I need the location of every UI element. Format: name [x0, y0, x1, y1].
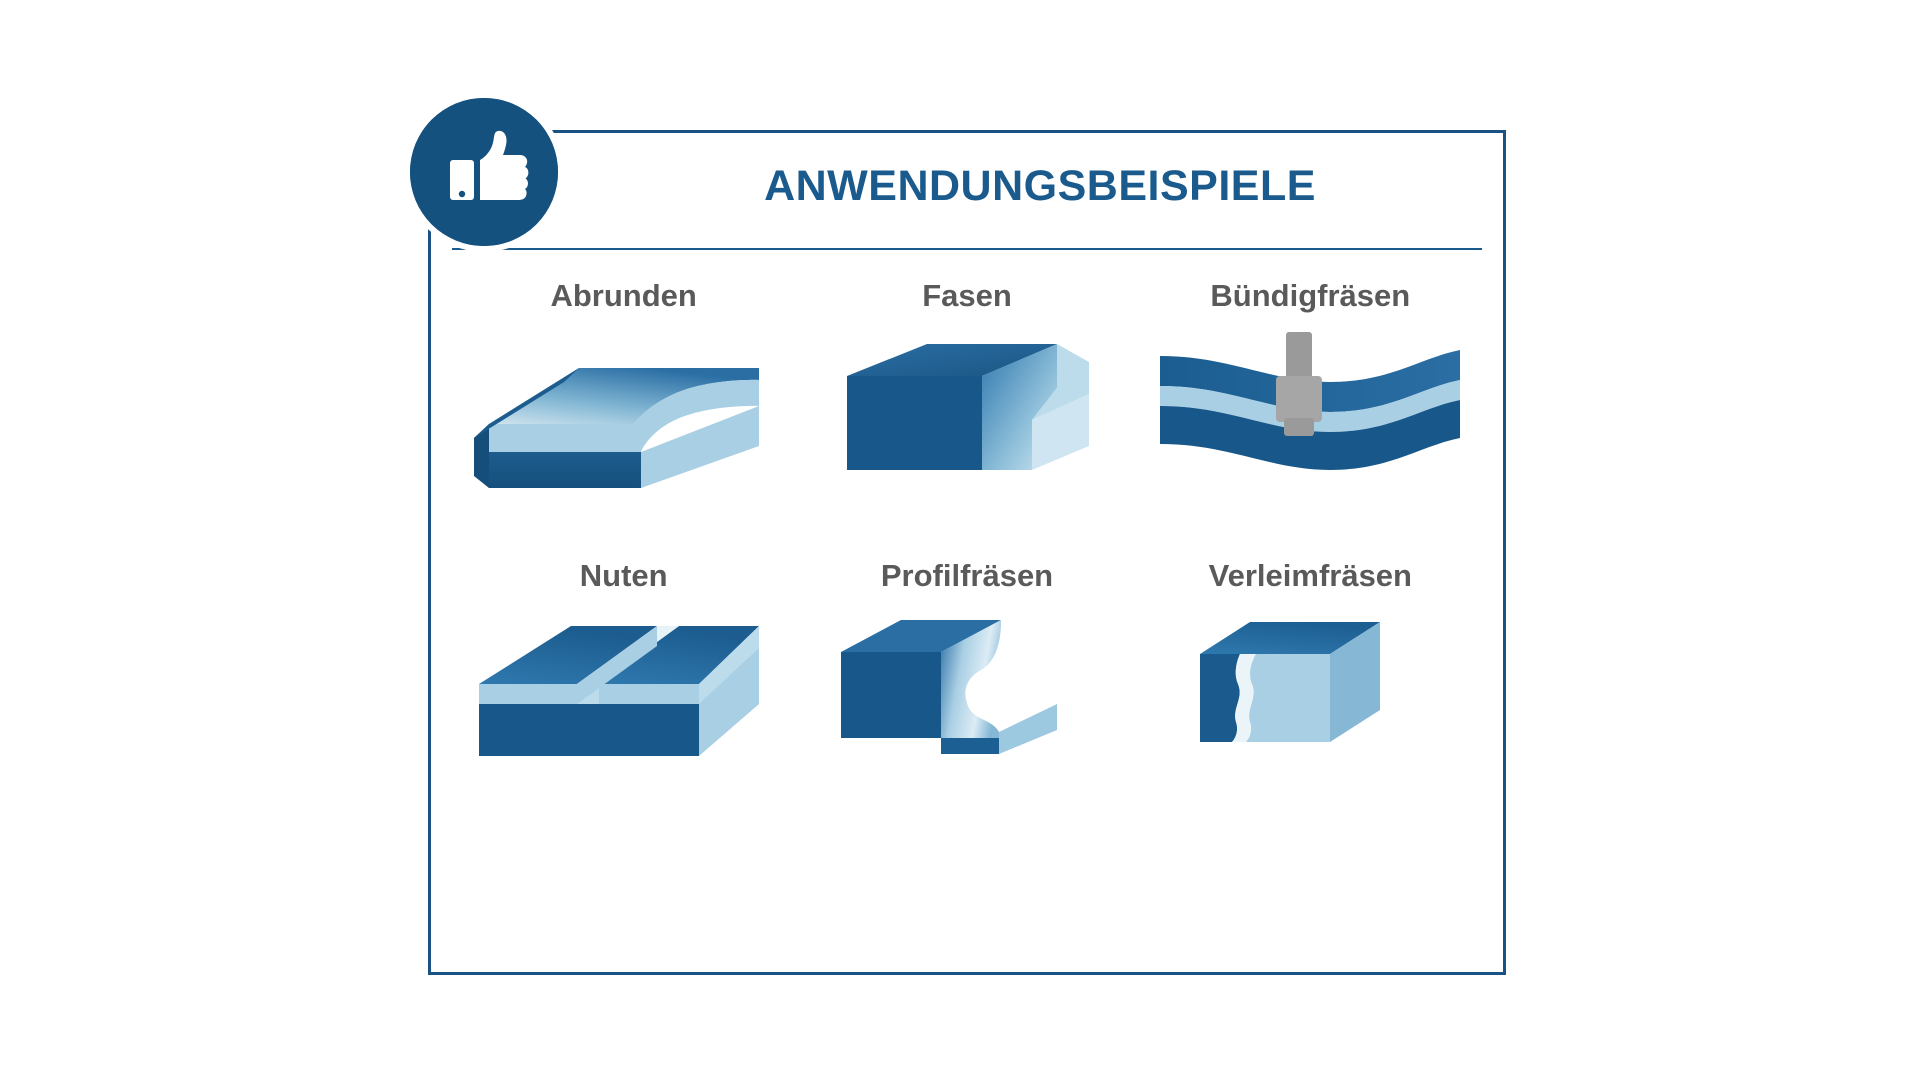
page-title: ANWENDUNGSBEISPIELE [764, 162, 1316, 210]
rounding-block-icon [459, 328, 789, 518]
examples-grid [452, 272, 1482, 832]
example-item [452, 552, 795, 832]
thumbs-up-icon [410, 98, 558, 246]
example-item [1139, 272, 1482, 552]
example-label: Bündigfräsen [1210, 278, 1411, 313]
example-item [1139, 552, 1482, 832]
example-label: Abrunden [550, 278, 697, 313]
profile-milling-icon [817, 608, 1117, 788]
chamfer-block-icon [817, 328, 1117, 518]
example-item [452, 272, 795, 552]
example-label: Profilfräsen [880, 558, 1054, 593]
title-divider [452, 248, 1482, 250]
example-label: Nuten [579, 558, 668, 593]
example-label: Fasen [922, 278, 1012, 313]
example-item [795, 272, 1138, 552]
flush-trim-icon [1150, 328, 1470, 518]
example-item [795, 552, 1138, 832]
glue-joint-icon [1180, 608, 1440, 788]
grooving-block-icon [459, 608, 789, 788]
example-label: Verleimfräsen [1208, 558, 1412, 593]
